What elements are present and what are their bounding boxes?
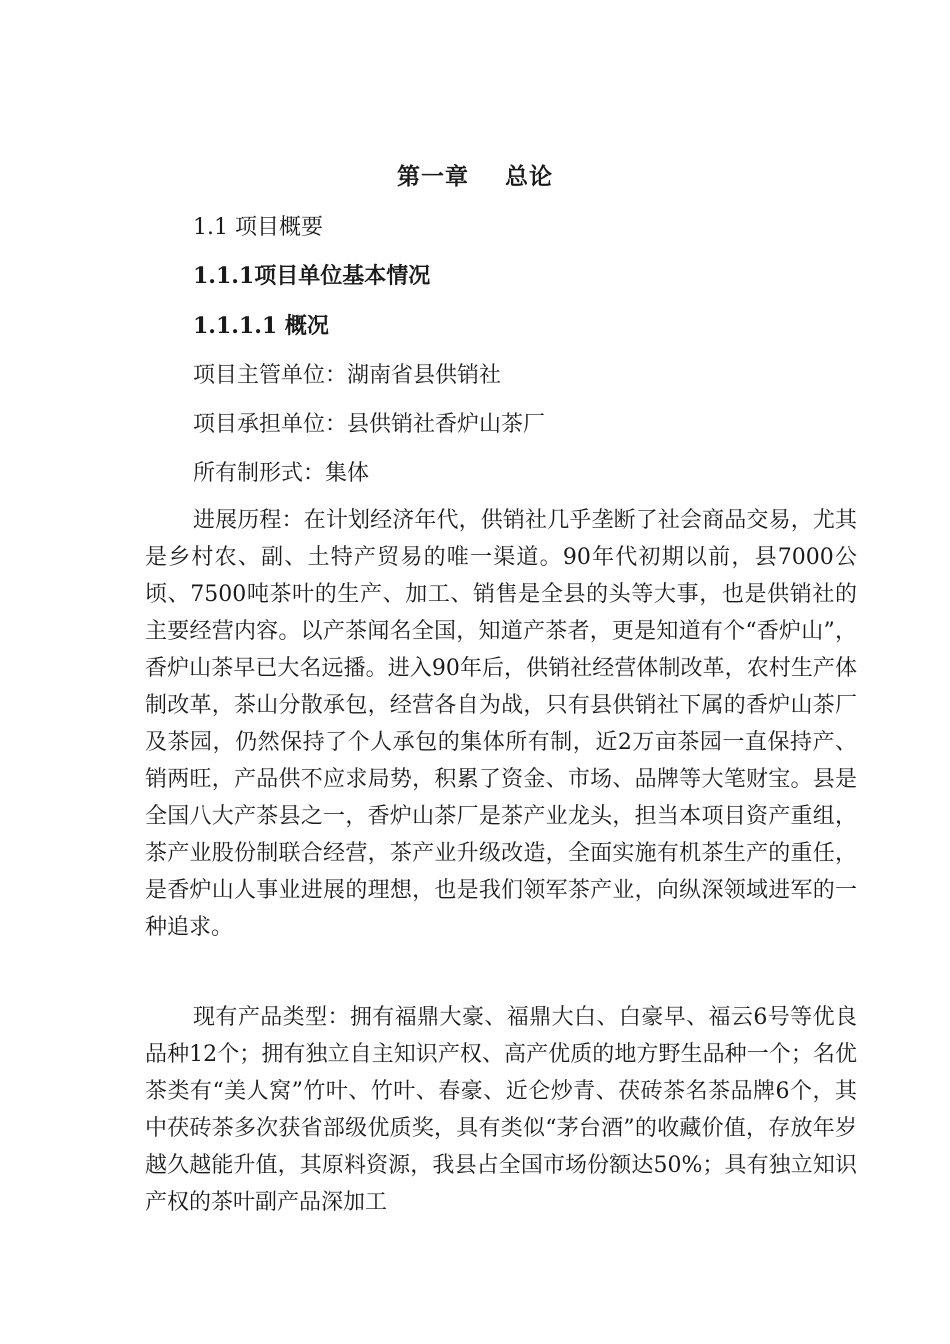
field-supervising-unit: 项目主管单位：湖南省县供销社 <box>193 363 502 388</box>
section-heading-1-1-1: 1.1.1项目单位基本情况 <box>193 263 431 289</box>
chapter-title-text: 总论 <box>505 163 553 190</box>
chapter-heading <box>0 158 950 191</box>
paragraph-product-types: 现有产品类型：拥有福鼎大豪、福鼎大白、白豪早、福云6号等优良品种12个；拥有独立自主知识产权、高产优质的地方野生品种一个；名优茶类有“美人窝”竹叶、竹叶、春豪、近仑炒青、茯砖茶名茶品牌6个，其中茯砖茶多次获省部级优质奖，具有类似“茅台酒”的收藏价值，存放年岁越久越能升值，其原料资源，我县占全国市场份额达50%；具有独立知识产权的茶叶副产品深加工 <box>145 1005 857 1215</box>
paragraph-history: 进展历程：在计划经济年代，供销社几乎垄断了社会商品交易，尤其是乡村农、副、土特产贸易的唯一渠道。90年代初期以前，县7000公顷、7500吨茶叶的生产、加工、销售是全县的头等大事，也是供销社的主要经营内容。以产茶闻名全国，知道产茶者，更是知道有个“香炉山”，香炉山茶早已大名远播。进入90年后，供销社经营体制改革，农村生产体制改革，茶山分散承包，经营各自为战，只有县供销社下属的香炉山茶厂及茶园，仍然保持了个人承包的集体所有制，近2万亩茶园一直保持产、销两旺，产品供不应求局势，积累了资金、市场、品牌等大笔财宝。县是全国八大产茶县之一，香炉山茶厂是茶产业龙头，担当本项目资产重组，茶产业股份制联合经营，茶产业升级改造，全面实施有机茶生产的重任，是香炉山人事业进展的理想，也是我们领军茶产业，向纵深领域进军的一种追求。 <box>145 508 857 940</box>
section-heading-1-1: 1.1 项目概要 <box>193 215 323 240</box>
field-undertaking-unit: 项目承担单位：县供销社香炉山茶厂 <box>193 412 546 437</box>
chapter-number: 第一章 <box>397 163 469 190</box>
field-ownership-form: 所有制形式：集体 <box>193 461 370 486</box>
section-heading-1-1-1-1: 1.1.1.1 概况 <box>193 313 329 339</box>
